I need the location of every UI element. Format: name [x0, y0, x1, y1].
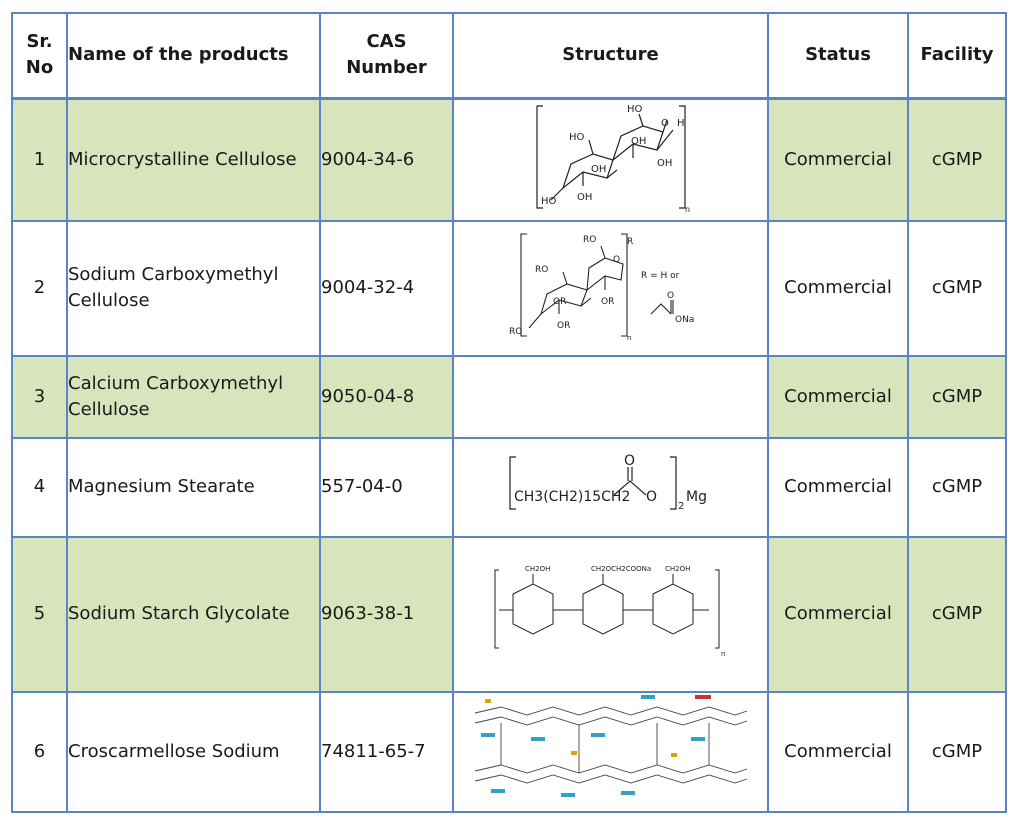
svg-text:CH2OH: CH2OH — [664, 565, 690, 573]
cell-status: Commercial — [768, 537, 908, 692]
magnesium-stearate-structure-icon — [506, 451, 716, 515]
svg-text:CH2OH: CH2OH — [524, 565, 550, 573]
cell-cas: 9004-32-4 — [320, 221, 453, 356]
starch-glycolate-structure-icon — [491, 560, 731, 660]
header-status: Status — [768, 13, 908, 98]
cell-product-name: Calcium Carboxymethyl Cellulose — [67, 356, 320, 438]
cell-product-name: Croscarmellose Sodium — [67, 692, 320, 812]
cell-facility: cGMP — [908, 98, 1006, 221]
svg-text:CH2OCH2COONa: CH2OCH2COONa — [590, 565, 651, 573]
cell-sr: 4 — [12, 438, 67, 537]
cell-structure — [453, 221, 768, 356]
cell-status: Commercial — [768, 692, 908, 812]
svg-text:HO: HO — [568, 131, 584, 143]
cell-facility: cGMP — [908, 537, 1006, 692]
svg-text:n: n — [684, 204, 690, 212]
header-facility: Facility — [908, 13, 1006, 98]
svg-text:H: H — [676, 117, 685, 129]
cell-status: Commercial — [768, 221, 908, 356]
cell-status: Commercial — [768, 98, 908, 221]
svg-text:OH: OH — [656, 157, 672, 169]
cell-structure — [453, 438, 768, 537]
svg-text:R: R — [626, 237, 633, 247]
svg-text:O: O — [612, 255, 620, 265]
svg-text:HO: HO — [540, 195, 556, 207]
cell-facility: cGMP — [908, 438, 1006, 537]
cell-facility: cGMP — [908, 356, 1006, 438]
table-row — [12, 221, 1006, 356]
header-cas-number — [320, 13, 453, 98]
svg-text:ONa: ONa — [674, 315, 694, 325]
table-row — [12, 692, 1006, 812]
cell-structure — [453, 692, 768, 812]
svg-text:OH: OH — [630, 135, 646, 147]
cell-structure — [453, 98, 768, 221]
svg-text:2: 2 — [677, 501, 684, 512]
table-row — [12, 98, 1006, 221]
cell-cas: 9004-34-6 — [320, 98, 453, 221]
svg-text:OH: OH — [576, 191, 592, 203]
cell-product-name: Sodium Starch Glycolate — [67, 537, 320, 692]
cell-cas: 557-04-0 — [320, 438, 453, 537]
svg-text:O: O — [666, 291, 674, 301]
svg-text:O: O — [623, 453, 635, 469]
svg-text:HO: HO — [626, 103, 642, 115]
cell-status: Commercial — [768, 438, 908, 537]
table-row — [12, 438, 1006, 537]
svg-text:OR: OR — [552, 297, 566, 307]
cell-sr: 1 — [12, 98, 67, 221]
cell-sr: 6 — [12, 692, 67, 812]
cell-cas: 74811-65-7 — [320, 692, 453, 812]
svg-text:n: n — [626, 334, 631, 342]
cell-product-name: Magnesium Stearate — [67, 438, 320, 537]
header-sr-no — [12, 13, 67, 98]
cell-product-name: Microcrystalline Cellulose — [67, 98, 320, 221]
svg-text:CH3(CH2)15CH2: CH3(CH2)15CH2 — [513, 489, 630, 505]
header-structure: Structure — [453, 13, 768, 98]
table-row — [12, 356, 1006, 438]
cell-cas: 9050-04-8 — [320, 356, 453, 438]
svg-text:n: n — [720, 650, 725, 658]
svg-text:O: O — [645, 489, 657, 505]
cell-cas: 9063-38-1 — [320, 537, 453, 692]
table-row — [12, 537, 1006, 692]
header-row — [12, 13, 1006, 98]
svg-text:RO: RO — [534, 265, 548, 275]
cell-status: Commercial — [768, 356, 908, 438]
cmc-structure-icon — [501, 224, 721, 344]
svg-text:OR: OR — [556, 321, 570, 331]
cell-product-name: Sodium Carboxymethyl Cellulose — [67, 221, 320, 356]
cell-sr: 5 — [12, 537, 67, 692]
svg-text:OR: OR — [600, 297, 614, 307]
cell-facility: cGMP — [908, 221, 1006, 356]
svg-text:Mg: Mg — [685, 489, 707, 505]
cell-sr: 3 — [12, 356, 67, 438]
header-cas-number-label: CAS Number — [346, 31, 427, 79]
svg-text:O: O — [660, 117, 669, 129]
products-table-container — [11, 12, 1007, 813]
cell-structure-empty — [453, 356, 768, 438]
svg-text:RO: RO — [508, 327, 522, 337]
cell-structure — [453, 537, 768, 692]
svg-text:R = H or: R = H or — [640, 271, 679, 281]
header-product-name: Name of the products — [67, 13, 320, 98]
svg-text:RO: RO — [582, 235, 596, 245]
products-table — [11, 12, 1007, 813]
header-sr-no-label: Sr. No — [25, 31, 54, 79]
cellulose-structure-icon — [521, 100, 701, 212]
cell-facility: cGMP — [908, 692, 1006, 812]
svg-text:OH: OH — [590, 163, 606, 175]
cell-sr: 2 — [12, 221, 67, 356]
croscarmellose-structure-icon — [471, 693, 751, 803]
